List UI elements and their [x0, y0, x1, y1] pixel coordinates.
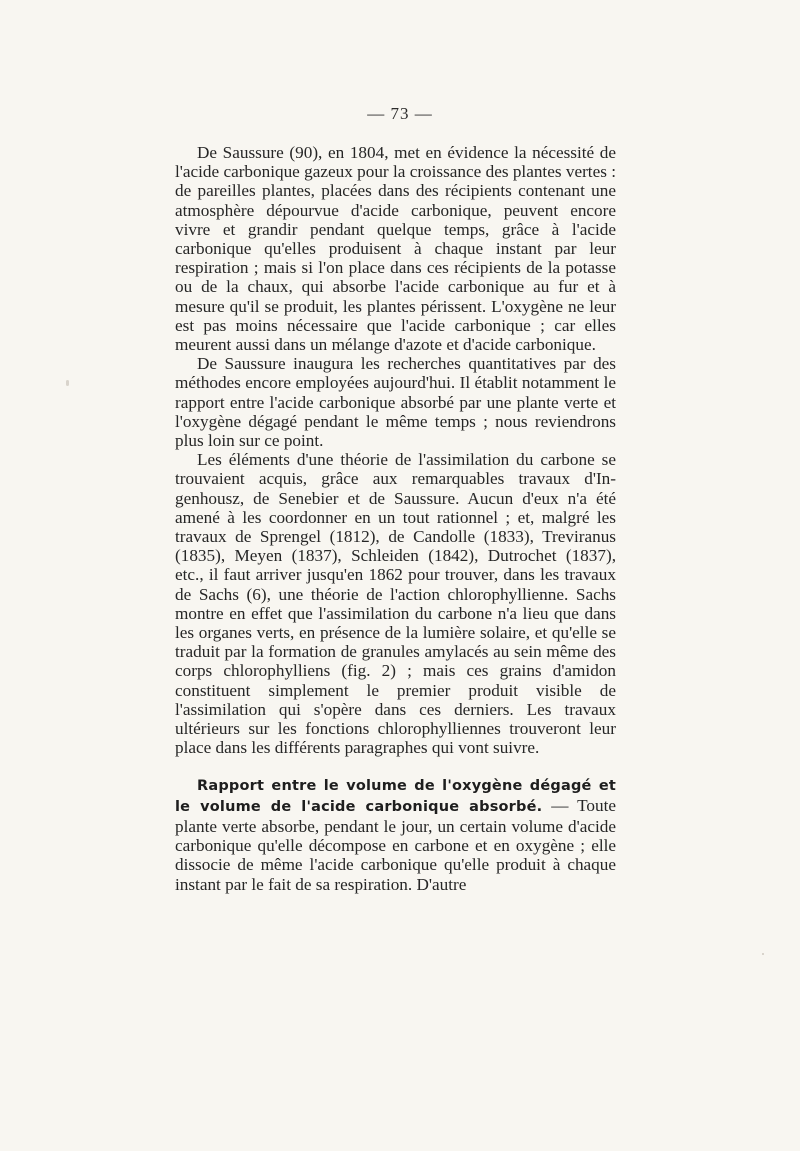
section-heading: Rapport entre le volume de l'oxygène dégagé et le volume de l'acide carbonique absorbé.: [175, 777, 616, 815]
section-paragraph: [175, 775, 616, 894]
page-number: — 73 —: [367, 104, 433, 123]
paper-smudge: [66, 380, 69, 386]
paper-speck: [762, 953, 764, 955]
section-text: — Toute plante verte absorbe, pendant le jour, un certain volume d'acide carbonique qu'elle décompose en carbone et en oxygène ; elle dissocie de même l'acide carbonique qu'elle produit à chaque instant par le fait de sa respiration. D'autre: [175, 795, 616, 894]
paragraph-de-saussure-1804: De Saussure (90), en 1804, met en évidence la nécessité de l'acide carbonique gazeux pour la croissance des plantes vertes : de pareilles plantes, placées dans des récipients contenant une atmosphère dépourvue d'acide carbonique, peuvent encore vivre et grandir pendant quelque temps, grâce à l'acide carbonique qu'elles produisent à chaque instant par leur respiration ; mais si l'on place dans ces récipients de la potasse ou de la chaux, qui absorbe l'acide carbonique au fur et à mesure qu'il se produit, les plantes périssent. L'oxygène ne leur est pas moins nécessaire que l'acide carbonique ; car elles meurent aussi dans un mélange d'azote et d'acide carbonique.: [175, 143, 616, 355]
paragraph-quantitative-research: De Saussure inaugura les recherches quantitatives par des méthodes encore employées aujourd'hui. Il établit notamment le rapport entre l'acide carbonique absorbé par une plante verte et l'oxygène dégagé pendant le même temps ; nous reviendrons plus loin sur ce point.: [175, 354, 616, 451]
paragraph-assimilation-theory: Les éléments d'une théorie de l'assimilation du carbone se trouvaient acquis, grâce aux remarquables travaux d'Ingenhousz, de Senebier et de Saussure. Aucun d'eux n'a été amené à les coordonner en un tout rationnel ; et, malgré les travaux de Sprengel (1812), de Candolle (1833), Treviranus (1835), Meyen (1837), Schleiden (1842), Dutrochet (1837), etc., il faut arriver jusqu'en 1862 pour trouver, dans les travaux de Sachs (6), une théorie de l'action chlorophyllienne. Sachs montre en effet que l'assimilation du carbone n'a lieu que dans les organes verts, en présence de la lumière solaire, et qu'elle se traduit par la formation de granules amylacés au sein même des corps chlorophylliens (fig. 2) ; mais ces grains d'amidon constituent simplement le premier produit visible de l'assimilation qui s'opère dans ces derniers. Les travaux ultérieurs sur les fonctions chlorophylliennes trouveront leur place dans les différents paragraphes qui vont suivre.: [175, 450, 616, 758]
body-text: [175, 143, 616, 894]
